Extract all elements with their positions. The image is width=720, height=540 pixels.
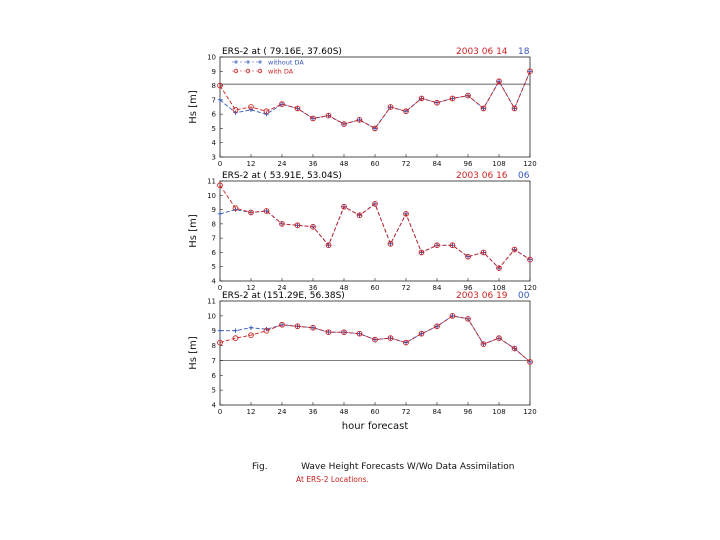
y-tick-label: 6 xyxy=(211,110,216,119)
y-tick-label: 11 xyxy=(207,177,216,186)
y-tick-label: 11 xyxy=(207,297,216,306)
x-tick-label: 60 xyxy=(370,160,380,168)
figure-caption xyxy=(252,454,514,484)
x-tick-label: 108 xyxy=(492,284,506,292)
x-tick-label: 48 xyxy=(339,160,349,168)
x-tick-label: 36 xyxy=(308,284,318,292)
y-tick-label: 7 xyxy=(211,356,216,365)
panel-hour: 00 xyxy=(518,291,530,301)
panel-title: ERS-2 at ( 53.91E, 53.04S) xyxy=(222,171,342,181)
x-tick-label: 60 xyxy=(370,408,380,416)
x-tick-label: 96 xyxy=(463,284,473,292)
x-tick-label: 120 xyxy=(523,160,537,168)
x-tick-label: 48 xyxy=(339,284,349,292)
y-tick-label: 8 xyxy=(211,342,216,351)
series-line-with-da xyxy=(220,71,530,128)
panel-hour: 06 xyxy=(518,171,530,181)
x-tick-label: 72 xyxy=(401,160,411,168)
x-tick-label: 84 xyxy=(432,408,442,416)
x-tick-label: 72 xyxy=(401,284,411,292)
x-tick-label: 96 xyxy=(463,160,473,168)
x-tick-label: 60 xyxy=(370,284,380,292)
panel-title: ERS-2 at ( 79.16E, 37.60S) xyxy=(222,47,342,57)
legend-label-with-da: with DA xyxy=(268,67,294,76)
data-point-without-da xyxy=(218,212,222,216)
x-tick-label: 120 xyxy=(523,284,537,292)
x-tick-label: 84 xyxy=(432,284,442,292)
y-tick-label: 4 xyxy=(211,401,216,410)
x-tick-label: 24 xyxy=(277,408,287,416)
y-tick-label: 8 xyxy=(211,82,216,91)
y-tick-label: 9 xyxy=(211,327,216,336)
x-axis-label: hour forecast xyxy=(341,421,409,432)
y-tick-label: 4 xyxy=(211,277,216,286)
panel-date: 2003 06 14 xyxy=(456,47,508,57)
y-tick-label: 7 xyxy=(211,96,216,105)
panel-title: ERS-2 at (151.29E, 56.38S) xyxy=(222,291,345,301)
plot-frame xyxy=(220,181,530,281)
x-tick-label: 24 xyxy=(277,160,287,168)
y-tick-label: 7 xyxy=(211,234,216,243)
y-tick-label: 3 xyxy=(211,153,216,162)
series-line-without-da xyxy=(220,71,530,128)
caption-label: Fig. xyxy=(252,462,268,472)
y-tick-label: 10 xyxy=(207,191,216,200)
y-tick-label: 9 xyxy=(211,67,216,76)
y-tick-label: 5 xyxy=(211,386,216,395)
x-tick-label: 12 xyxy=(246,160,256,168)
data-point-without-da xyxy=(233,329,237,333)
x-tick-label: 84 xyxy=(432,160,442,168)
panel-hour: 18 xyxy=(518,47,530,57)
panel-date: 2003 06 16 xyxy=(456,171,508,181)
y-tick-label: 5 xyxy=(211,124,216,133)
plot-frame xyxy=(220,301,530,405)
x-tick-label: 120 xyxy=(523,408,537,416)
x-tick-label: 108 xyxy=(492,408,506,416)
x-tick-label: 72 xyxy=(401,408,411,416)
y-tick-label: 6 xyxy=(211,248,216,257)
y-tick-label: 4 xyxy=(211,139,216,148)
y-tick-label: 8 xyxy=(211,220,216,229)
data-point-without-da xyxy=(218,329,222,333)
panel-date: 2003 06 19 xyxy=(456,291,508,301)
x-tick-label: 96 xyxy=(463,408,473,416)
x-tick-label: 108 xyxy=(492,160,506,168)
x-tick-label: 36 xyxy=(308,160,318,168)
series-line-with-da xyxy=(220,185,530,268)
y-tick-label: 9 xyxy=(211,206,216,215)
caption-title: Wave Height Forecasts W/Wo Data Assimilation xyxy=(301,462,515,472)
y-axis-label: Hs [m] xyxy=(188,336,199,370)
y-axis-label: Hs [m] xyxy=(188,214,199,248)
x-tick-label: 0 xyxy=(217,160,223,168)
x-tick-label: 0 xyxy=(217,408,223,416)
x-tick-label: 12 xyxy=(246,408,256,416)
caption-subtitle: At ERS-2 Locations. xyxy=(296,475,369,484)
x-tick-label: 36 xyxy=(308,408,318,416)
data-point-without-da xyxy=(249,326,253,330)
x-tick-label: 48 xyxy=(339,408,349,416)
y-tick-label: 5 xyxy=(211,263,216,272)
y-axis-label: Hs [m] xyxy=(188,90,199,124)
x-tick-label: 0 xyxy=(217,284,223,292)
y-tick-label: 6 xyxy=(211,371,216,380)
x-tick-label: 12 xyxy=(246,284,256,292)
legend-label-without-da: without DA xyxy=(268,58,304,67)
y-tick-label: 10 xyxy=(207,53,216,62)
x-tick-label: 24 xyxy=(277,284,287,292)
y-tick-label: 10 xyxy=(207,312,216,321)
